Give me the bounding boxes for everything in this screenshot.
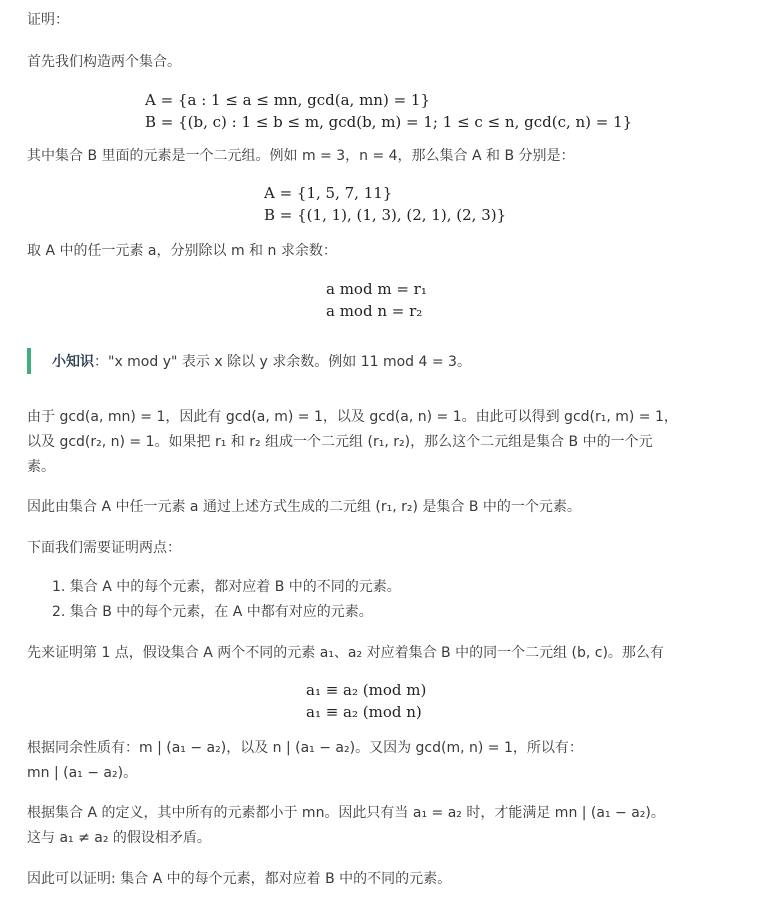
congruence-2: a₁ ≡ a₂ (mod n) <box>306 703 422 721</box>
example-set-a: A = {1, 5, 7, 11} <box>264 184 393 202</box>
list-item-2: 2. 集合 B 中的每个元素，在 A 中都有对应的元素。 <box>52 604 373 620</box>
conclusion: 因此可以证明: 集合 A 中的每个元素，都对应着 B 中的不同的元素。 <box>27 871 452 887</box>
paragraph-4: 先来证明第 1 点，假设集合 A 两个不同的元素 a₁、a₂ 对应着集合 B 中的同一个二元组 (b, c)。那么有 <box>27 645 664 661</box>
example-intro: 其中集合 B 里面的元素是一个二元组。例如 m = 3，n = 4，那么集合 A 和 B 分别是： <box>27 148 575 164</box>
intro-text: 首先我们构造两个集合。 <box>27 54 181 70</box>
set-a-definition: A = {a : 1 ≤ a ≤ mn, gcd(a, mn) = 1} <box>145 91 430 109</box>
mod-equation-2: a mod n = r₂ <box>326 302 423 320</box>
example-set-b: B = {(1, 1), (1, 3), (2, 1), (2, 3)} <box>264 206 507 224</box>
paragraph-1-line-2: 以及 gcd(r₂, n) = 1。如果把 r₁ 和 r₂ 组成一个二元组 (r₁, r₂)，那么这个二元组是集合 B 中的一个元 <box>27 434 653 450</box>
proof-heading: 证明： <box>27 12 69 28</box>
list-item-1: 1. 集合 A 中的每个元素，都对应着 B 中的不同的元素。 <box>52 579 401 595</box>
tip-accent-bar <box>27 348 31 374</box>
paragraph-5-line-1: 根据同余性质有：m | (a₁ − a₂)，以及 n | (a₁ − a₂)。又因为 gcd(m, n) = 1，所以有： <box>27 740 583 756</box>
paragraph-5-line-2: mn | (a₁ − a₂)。 <box>27 765 138 781</box>
paragraph-1-line-1: 由于 gcd(a, mn) = 1，因此有 gcd(a, m) = 1，以及 gcd(a, n) = 1。由此可以得到 gcd(r₁, m) = 1， <box>27 409 678 425</box>
set-b-definition: B = {(b, c) : 1 ≤ b ≤ m, gcd(b, m) = 1; 1 ≤ c ≤ n, gcd(c, n) = 1} <box>145 113 633 131</box>
take-element-text: 取 A 中的任一元素 a，分别除以 m 和 n 求余数： <box>27 243 337 259</box>
tip-label: 小知识 <box>52 354 94 370</box>
tip-block <box>52 352 471 372</box>
paragraph-6-line-1: 根据集合 A 的定义，其中所有的元素都小于 mn。因此只有当 a₁ = a₂ 时，才能满足 mn | (a₁ − a₂)。 <box>27 805 665 821</box>
paragraph-1-line-3: 素。 <box>27 459 55 475</box>
mod-equation-1: a mod m = r₁ <box>326 280 427 298</box>
tip-text: ："x mod y" 表示 x 除以 y 求余数。例如 11 mod 4 = 3。 <box>94 354 471 370</box>
paragraph-2: 因此由集合 A 中任一元素 a 通过上述方式生成的二元组 (r₁, r₂) 是集合 B 中的一个元素。 <box>27 499 581 515</box>
paragraph-3: 下面我们需要证明两点： <box>27 540 181 556</box>
paragraph-6-line-2: 这与 a₁ ≠ a₂ 的假设相矛盾。 <box>27 830 211 846</box>
congruence-1: a₁ ≡ a₂ (mod m) <box>306 681 427 699</box>
